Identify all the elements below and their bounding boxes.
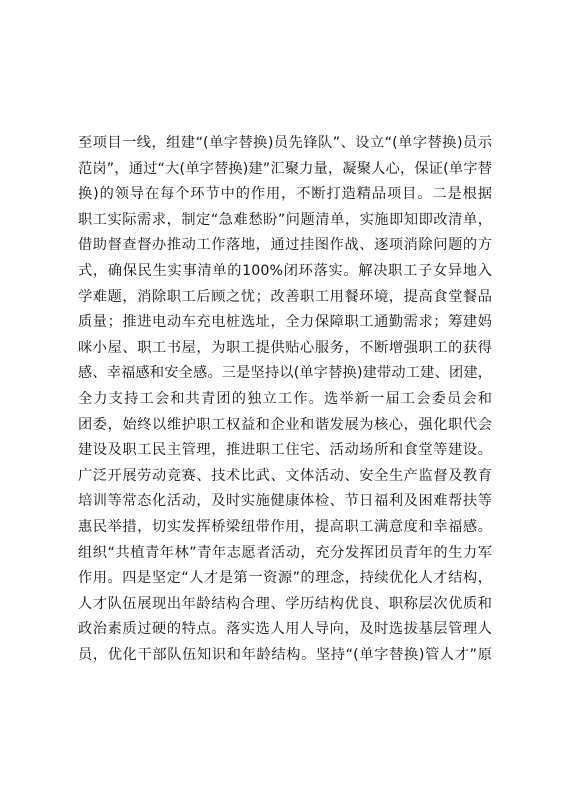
text-line: 感、幸福感和安全感。三是坚持以(单字替换)建带动工建、团建， — [78, 365, 492, 382]
body-paragraph — [78, 131, 492, 668]
text-line: 至项目一线，组建“(单字替换)员先锋队”、设立“(单字替换)员示 — [78, 135, 492, 151]
text-line: 广泛开展劳动竞赛、技术比武、文体活动、安全生产监督及教育 — [78, 467, 492, 484]
text-line: 团委，始终以维护职工权益和企业和谐发展为核心，强化职代会 — [78, 416, 492, 433]
text-line: 换)的领导在每个环节中的作用，不断打造精品项目。二是根据 — [78, 186, 492, 203]
text-line: 建设及职工民主管理，推进职工住宅、活动场所和食堂等建设。 — [78, 442, 492, 459]
text-line: 组织“共植青年林”青年志愿者活动，充分发挥团员青年的生力军 — [78, 544, 492, 561]
text-line: 培训等常态化活动，及时实施健康体检、节日福利及困难帮扶等 — [78, 493, 492, 510]
text-line: 政治素质过硬的特点。落实选人用人导向，及时选拔基层管理人 — [78, 621, 492, 638]
text-line: 质量；推进电动车充电桩选址，全力保障职工通勤需求；筹建妈 — [78, 314, 492, 331]
text-line: 职工实际需求，制定“急难愁盼”问题清单，实施即知即改清单， — [78, 211, 492, 228]
text-line: 咪小屋、职工书屋，为职工提供贴心服务，不断增强职工的获得 — [78, 339, 492, 356]
text-line: 范岗”，通过“大(单字替换)建”汇聚力量，凝聚人心，保证(单字替 — [78, 160, 492, 177]
text-line: 全力支持工会和共青团的独立工作。选举新一届工会委员会和 — [78, 390, 492, 407]
text-line: 式，确保民生实事清单的100%闭环落实。解决职工子女异地入 — [78, 262, 492, 279]
text-line: 借助督查督办推动工作落地，通过挂图作战、逐项消除问题的方 — [78, 237, 492, 254]
text-line: 人才队伍展现出年龄结构合理、学历结构优良、职称层次优质和 — [78, 595, 492, 612]
text-line: 学难题，消除职工后顾之忧；改善职工用餐环境，提高食堂餐品 — [78, 288, 492, 305]
text-line: 惠民举措，切实发挥桥梁纽带作用，提高职工满意度和幸福感。 — [78, 518, 492, 535]
text-line: 作用。四是坚定“人才是第一资源”的理念，持续优化人才结构， — [78, 570, 492, 587]
text-line: 员，优化干部队伍知识和年龄结构。坚持“(单字替换)管人才”原 — [78, 646, 492, 663]
